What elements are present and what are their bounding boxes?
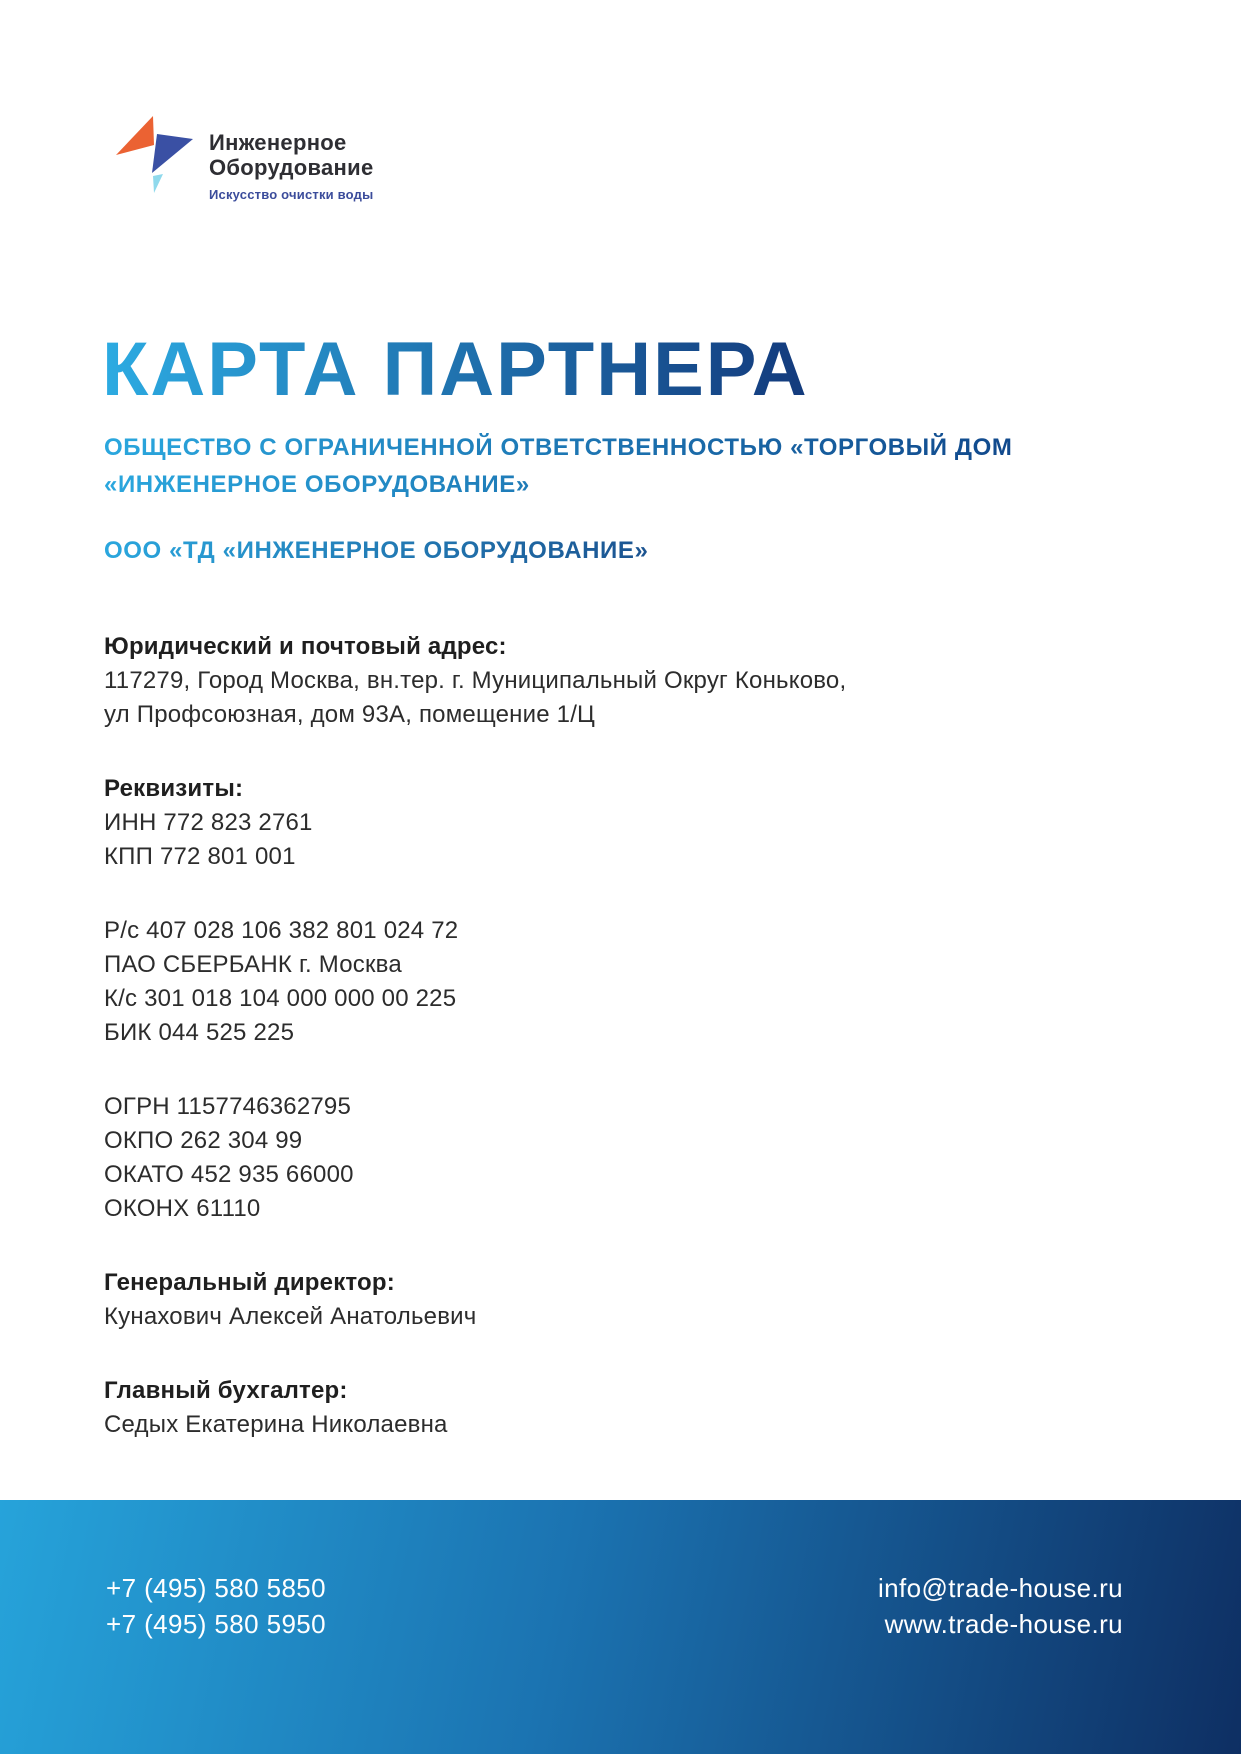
requisite-ogrn: ОГРН 1157746362795 (104, 1093, 352, 1120)
requisite-inn: ИНН 772 823 2761 (104, 809, 313, 836)
address-heading: Юридический и почтовый адрес: (104, 633, 507, 660)
registry-codes-group (104, 1090, 846, 1226)
company-full-name-line1: ОБЩЕСТВО С ОГРАНИЧЕННОЙ ОТВЕТСТВЕННОСТЬЮ «ТОРГОВЫЙ ДОМ (104, 434, 1013, 461)
logo-orange-triangle (116, 116, 154, 155)
logo-cyan-triangle (153, 174, 163, 193)
logo-tagline: Искусство очистки воды (209, 187, 374, 202)
address-line: ул Профсоюзная, дом 93А, помещение 1/Ц (104, 701, 596, 728)
company-full-name-line2: «ИНЖЕНЕРНОЕ ОБОРУДОВАНИЕ» (104, 471, 530, 498)
requisite-bank: ПАО СБЕРБАНК г. Москва (104, 951, 402, 978)
accountant-name: Седых Екатерина Николаевна (104, 1411, 448, 1438)
requisite-ks: К/с 301 018 104 000 000 00 225 (104, 985, 457, 1012)
footer-website-link[interactable]: www.trade-house.ru (884, 1609, 1123, 1639)
logo-name-line2: Оборудование (209, 155, 374, 180)
company-short-name-text: ООО «ТД «ИНЖЕНЕРНОЕ ОБОРУДОВАНИЕ» (104, 532, 648, 569)
accountant-heading: Главный бухгалтер: (104, 1377, 348, 1404)
address-line: 117279, Город Москва, вн.тер. г. Муниципальный Округ Коньково, (104, 667, 847, 694)
logo-pinwheel-icon (116, 116, 194, 194)
requisite-kpp: КПП 772 801 001 (104, 843, 296, 870)
logo-text (209, 114, 374, 202)
logo-blue-triangle (152, 134, 193, 173)
company-full-name (104, 429, 1012, 503)
address-section (104, 630, 846, 732)
footer-phones (106, 1570, 326, 1754)
logo-name-line1: Инженерное (209, 130, 347, 155)
footer-phone-2: +7 (495) 580 5950 (106, 1609, 327, 1639)
document-body (104, 630, 846, 1442)
company-short-name (104, 532, 648, 569)
requisite-rs: Р/с 407 028 106 382 801 024 72 (104, 917, 459, 944)
logo (116, 114, 374, 202)
requisite-okpo: ОКПО 262 304 99 (104, 1127, 303, 1154)
requisites-heading: Реквизиты: (104, 775, 244, 802)
footer-phone-1: +7 (495) 580 5850 (106, 1573, 327, 1603)
requisite-bik: БИК 044 525 225 (104, 1019, 295, 1046)
bank-requisites-group (104, 914, 846, 1050)
footer-links (878, 1570, 1123, 1754)
accountant-section (104, 1374, 846, 1442)
requisites-section (104, 772, 846, 1226)
footer (0, 1500, 1241, 1754)
document-title: КАРТА ПАРТНЕРА (102, 327, 809, 412)
director-heading: Генеральный директор: (104, 1269, 395, 1296)
requisite-okato: ОКАТО 452 935 66000 (104, 1161, 354, 1188)
requisite-okonh: ОКОНХ 61110 (104, 1195, 261, 1222)
logo-company-name (209, 130, 374, 180)
footer-email-link[interactable]: info@trade-house.ru (877, 1573, 1123, 1603)
director-section (104, 1266, 846, 1334)
director-name: Кунахович Алексей Анатольевич (104, 1303, 477, 1330)
